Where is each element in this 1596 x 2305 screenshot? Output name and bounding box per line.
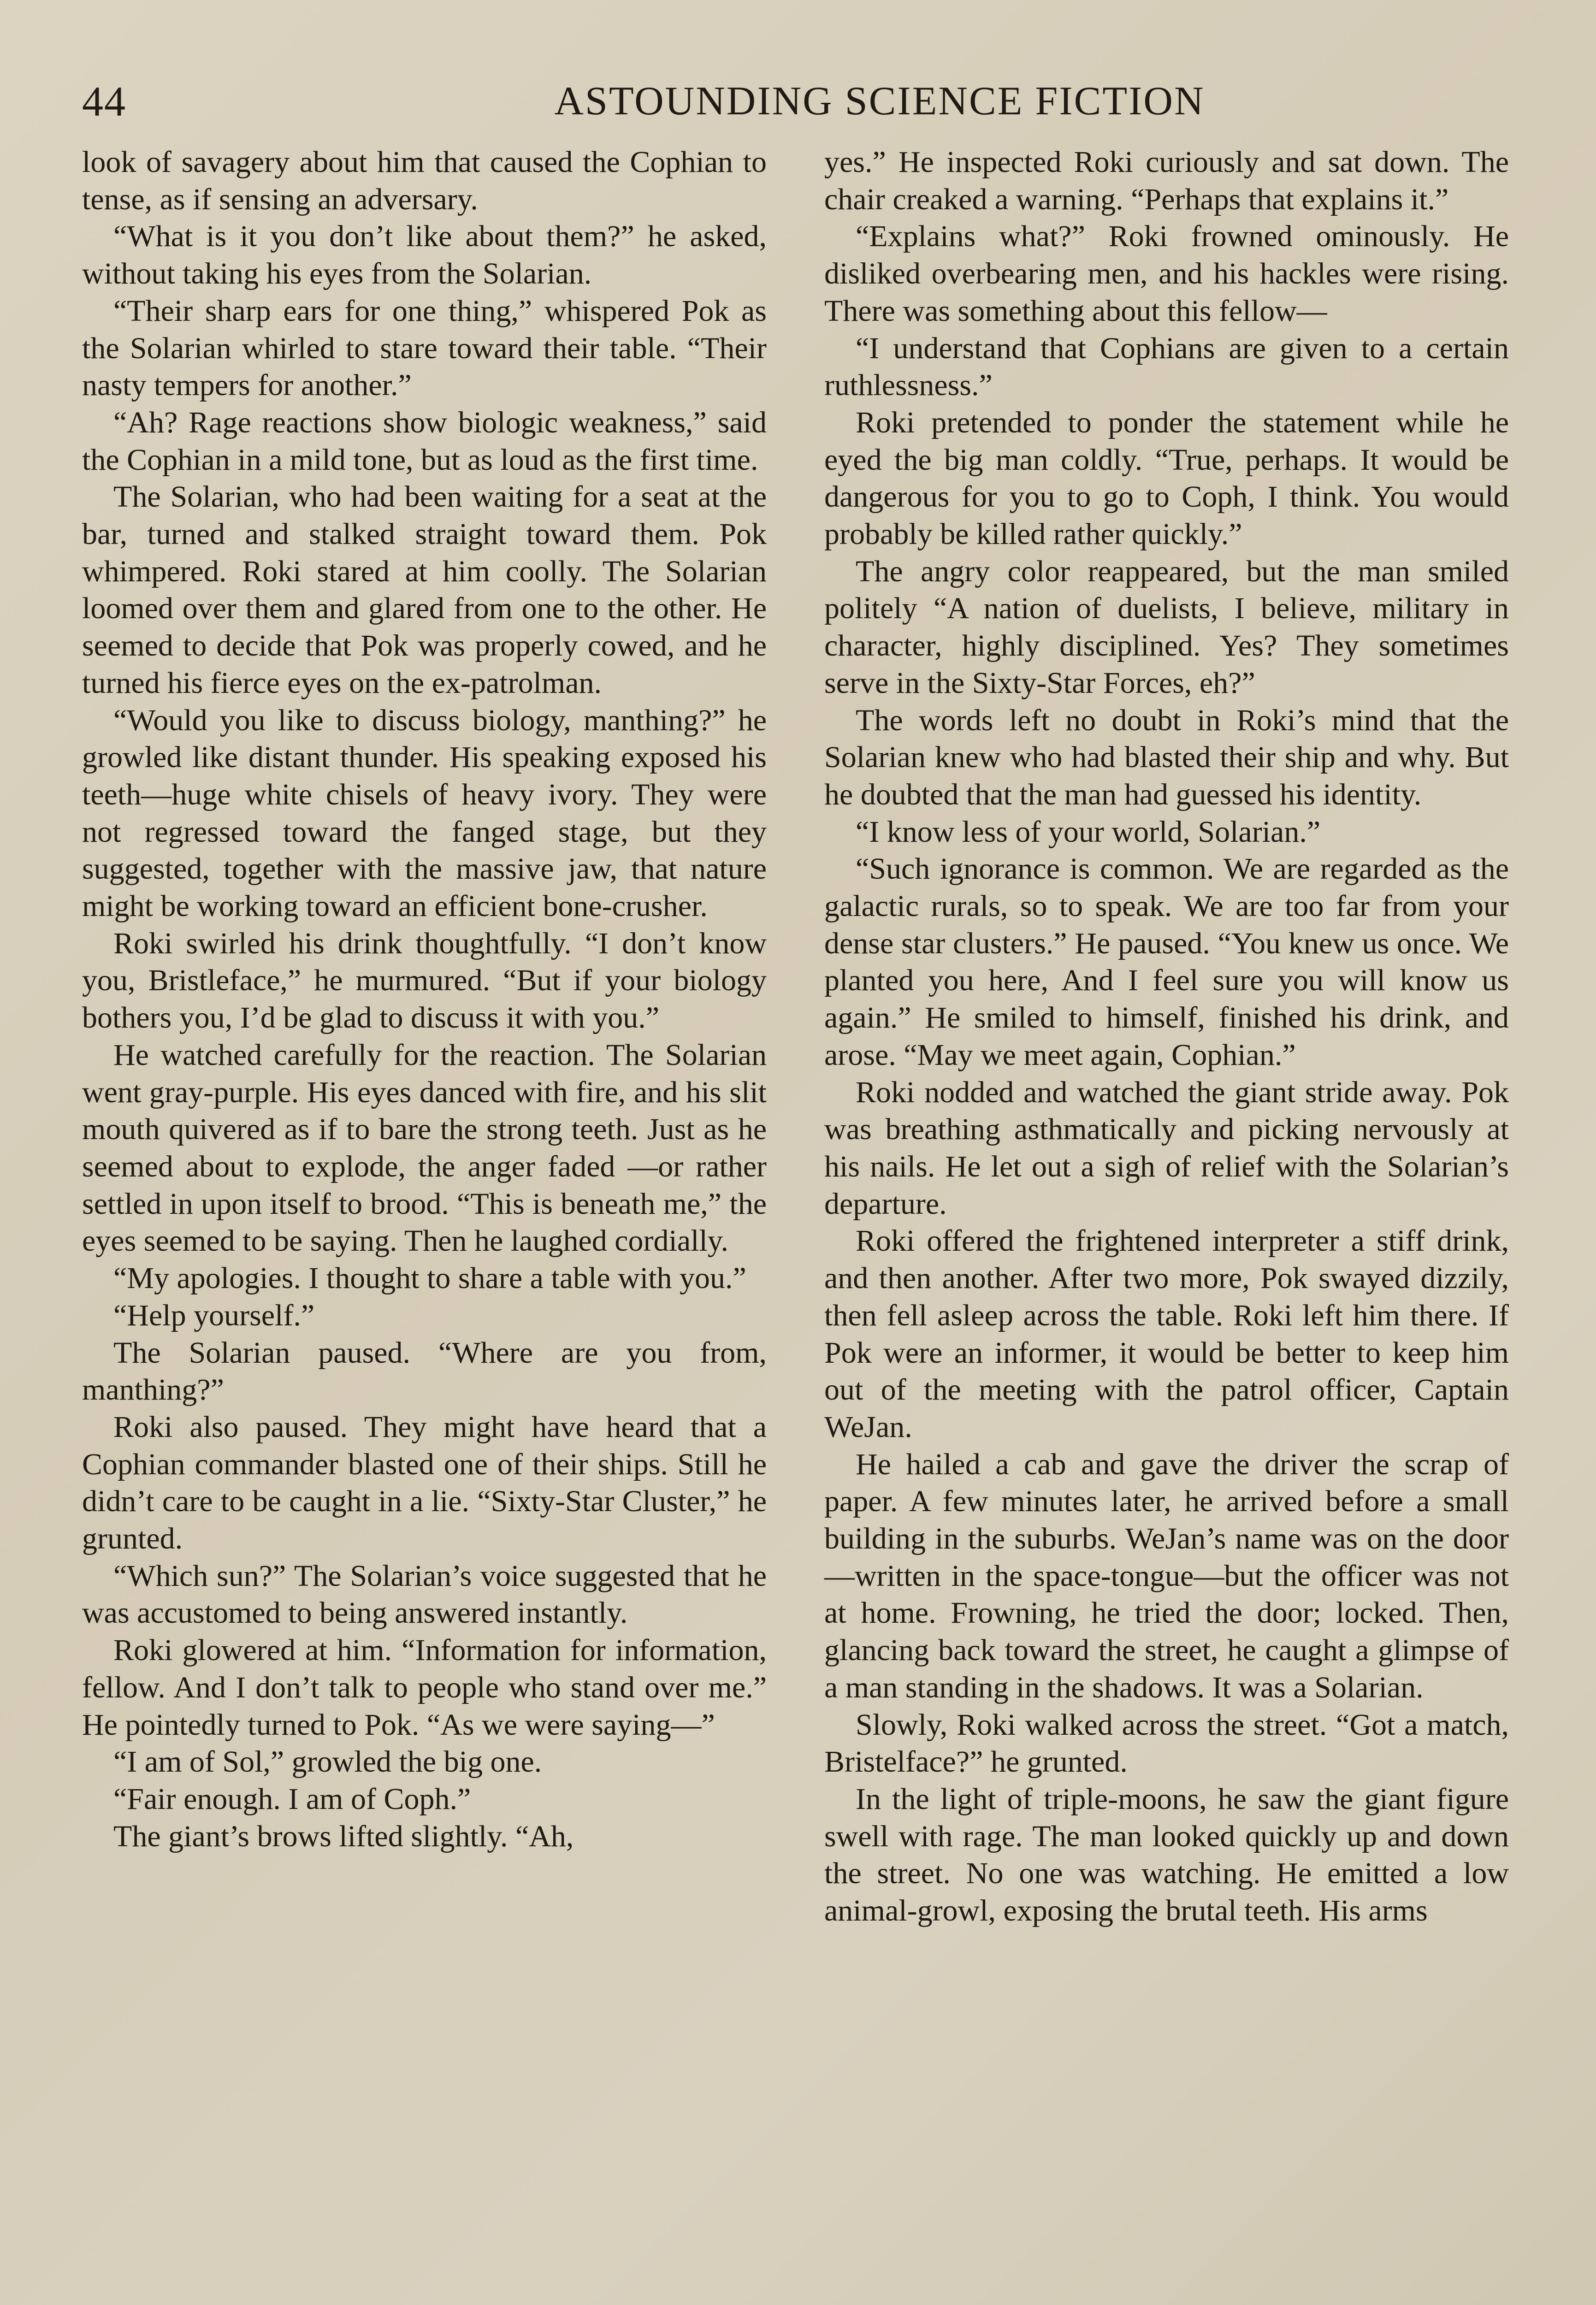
paragraph: Roki also paused. They might have heard that a Cophian commander blasted one of their ships. Still he didn’t care to be caught in a lie. “Sixty-Star Cluster,” he grunted. bbox=[82, 1410, 767, 1556]
running-head-title: ASTOUNDING SCIENCE FICTION bbox=[554, 79, 1205, 124]
paragraph: In the light of triple-moons, he saw the giant figure swell with rage. The man looked quickly up and down the street. No one was watching. He emitted a low animal-growl, exposing the brutal teeth. His arms bbox=[824, 1782, 1509, 1928]
paragraph: “What is it you don’t like about them?” he asked, without taking his eyes from the Solarian. bbox=[82, 219, 767, 291]
paragraph: Roki glowered at him. “Information for information, fellow. And I don’t talk to people who stand over me.” He pointedly turned to Pok. “As we were saying—” bbox=[82, 1633, 767, 1742]
paragraph: yes.” He inspected Roki curiously and sat down. The chair creaked a warning. “Perhaps that explains it.” bbox=[824, 145, 1509, 216]
paragraph: Roki nodded and watched the giant stride away. Pok was breathing asthmatically and picking nervously at his nails. He let out a sigh of relief with the Solarian’s departure. bbox=[824, 1075, 1509, 1221]
paragraph: The Solarian, who had been waiting for a seat at the bar, turned and stalked straight toward them. Pok whimpered. Roki stared at him coolly. The Solarian loomed over them and glared from one to the other. He seemed to decide that Pok was properly cowed, and he turned his fierce eyes on the ex-patrolman. bbox=[82, 480, 767, 700]
page-number: 44 bbox=[82, 78, 126, 125]
paragraph: Roki pretended to ponder the statement while he eyed the big man coldly. “True, perhaps. It would be dangerous for you to go to Coph, I think. You would probably be killed rather quickly.” bbox=[824, 405, 1509, 551]
paragraph: “Help yourself.” bbox=[113, 1298, 315, 1332]
paragraph: He watched carefully for the reaction. The Solarian went gray-purple. His eyes danced with fire, and his slit mouth quivered as if to bare the strong teeth. Just as he seemed about to explode, the anger faded —or rather settled in upon itself to brood. “This is beneath me,” the eyes seemed to be saying. Then he laughed cordially. bbox=[82, 1038, 767, 1258]
page-header bbox=[82, 74, 1516, 129]
paragraph: “Fair enough. I am of Coph.” bbox=[113, 1782, 471, 1816]
paragraph: The Solarian paused. “Where are you from, manthing?” bbox=[82, 1336, 767, 1407]
paragraph: Roki swirled his drink thoughtfully. “I don’t know you, Bristleface,” he murmured. “But if your biology bothers you, I’d be glad to discuss it with you.” bbox=[82, 926, 767, 1035]
paragraph: The words left no doubt in Roki’s mind that the Solarian knew who had blasted their ship and why. But he doubted that the man had guessed his identity. bbox=[824, 703, 1509, 811]
paragraph: The angry color reappeared, but the man smiled politely “A nation of duelists, I believe, military in character, highly disciplined. Yes? They sometimes serve in the Sixty-Star Forces, eh?” bbox=[824, 554, 1509, 700]
paragraph: “Explains what?” Roki frowned ominously. He disliked overbearing men, and his hackles were rising. There was something about this fellow— bbox=[824, 219, 1509, 328]
paragraph: He hailed a cab and gave the driver the scrap of paper. A few minutes later, he arrived before a small building in the suburbs. WeJan’s name was on the door—written in the space-tongue—but the officer was not at home. Frowning, he tried the door; locked. Then, glancing back toward the street, he caught a glimpse of a man standing in the shadows. It was a Solarian. bbox=[824, 1447, 1509, 1704]
paragraph: look of savagery about him that caused the Cophian to tense, as if sensing an adversary. bbox=[82, 145, 767, 216]
paragraph: “I am of Sol,” growled the big one. bbox=[113, 1745, 542, 1779]
paragraph: “I understand that Cophians are given to a certain ruthlessness.” bbox=[824, 331, 1509, 402]
paragraph: The giant’s brows lifted slightly. “Ah, bbox=[113, 1819, 574, 1853]
paragraph: “Their sharp ears for one thing,” whispered Pok as the Solarian whirled to stare toward their table. “Their nasty tempers for another.” bbox=[82, 294, 767, 402]
paragraph: “Which sun?” The Solarian’s voice suggested that he was accustomed to being answered instantly. bbox=[82, 1559, 767, 1630]
paragraph: “Would you like to discuss biology, manthing?” he growled like distant thunder. His speaking exposed his teeth—huge white chisels of heavy ivory. They were not regressed toward the fanged stage, but they suggested, together with the massive jaw, that nature might be working toward an efficient bone-crusher. bbox=[82, 703, 767, 923]
paragraph: “Such ignorance is common. We are regarded as the galactic rurals, so to speak. We are too far from your dense star clusters.” He paused. “You knew us once. We planted you here, And I feel sure you will know us again.” He smiled to himself, finished his drink, and arose. “May we meet again, Cophian.” bbox=[824, 852, 1509, 1072]
paragraph: Roki offered the frightened interpreter a stiff drink, and then another. After two more, Pok swayed dizzily, then fell asleep across the table. Roki left him there. If Pok were an informer, it would be better to keep him out of the meeting with the patrol officer, Captain WeJan. bbox=[824, 1224, 1509, 1444]
paragraph: “Ah? Rage reactions show biologic weakness,” said the Cophian in a mild tone, but as loud as the first time. bbox=[82, 405, 767, 477]
paragraph: “My apologies. I thought to share a table with you.” bbox=[113, 1261, 746, 1295]
right-text-column bbox=[824, 144, 1509, 1930]
paragraph: “I know less of your world, Solarian.” bbox=[856, 815, 1321, 849]
paragraph: Slowly, Roki walked across the street. “Got a match, Bristelface?” he grunted. bbox=[824, 1708, 1509, 1779]
left-text-column bbox=[82, 144, 767, 1855]
